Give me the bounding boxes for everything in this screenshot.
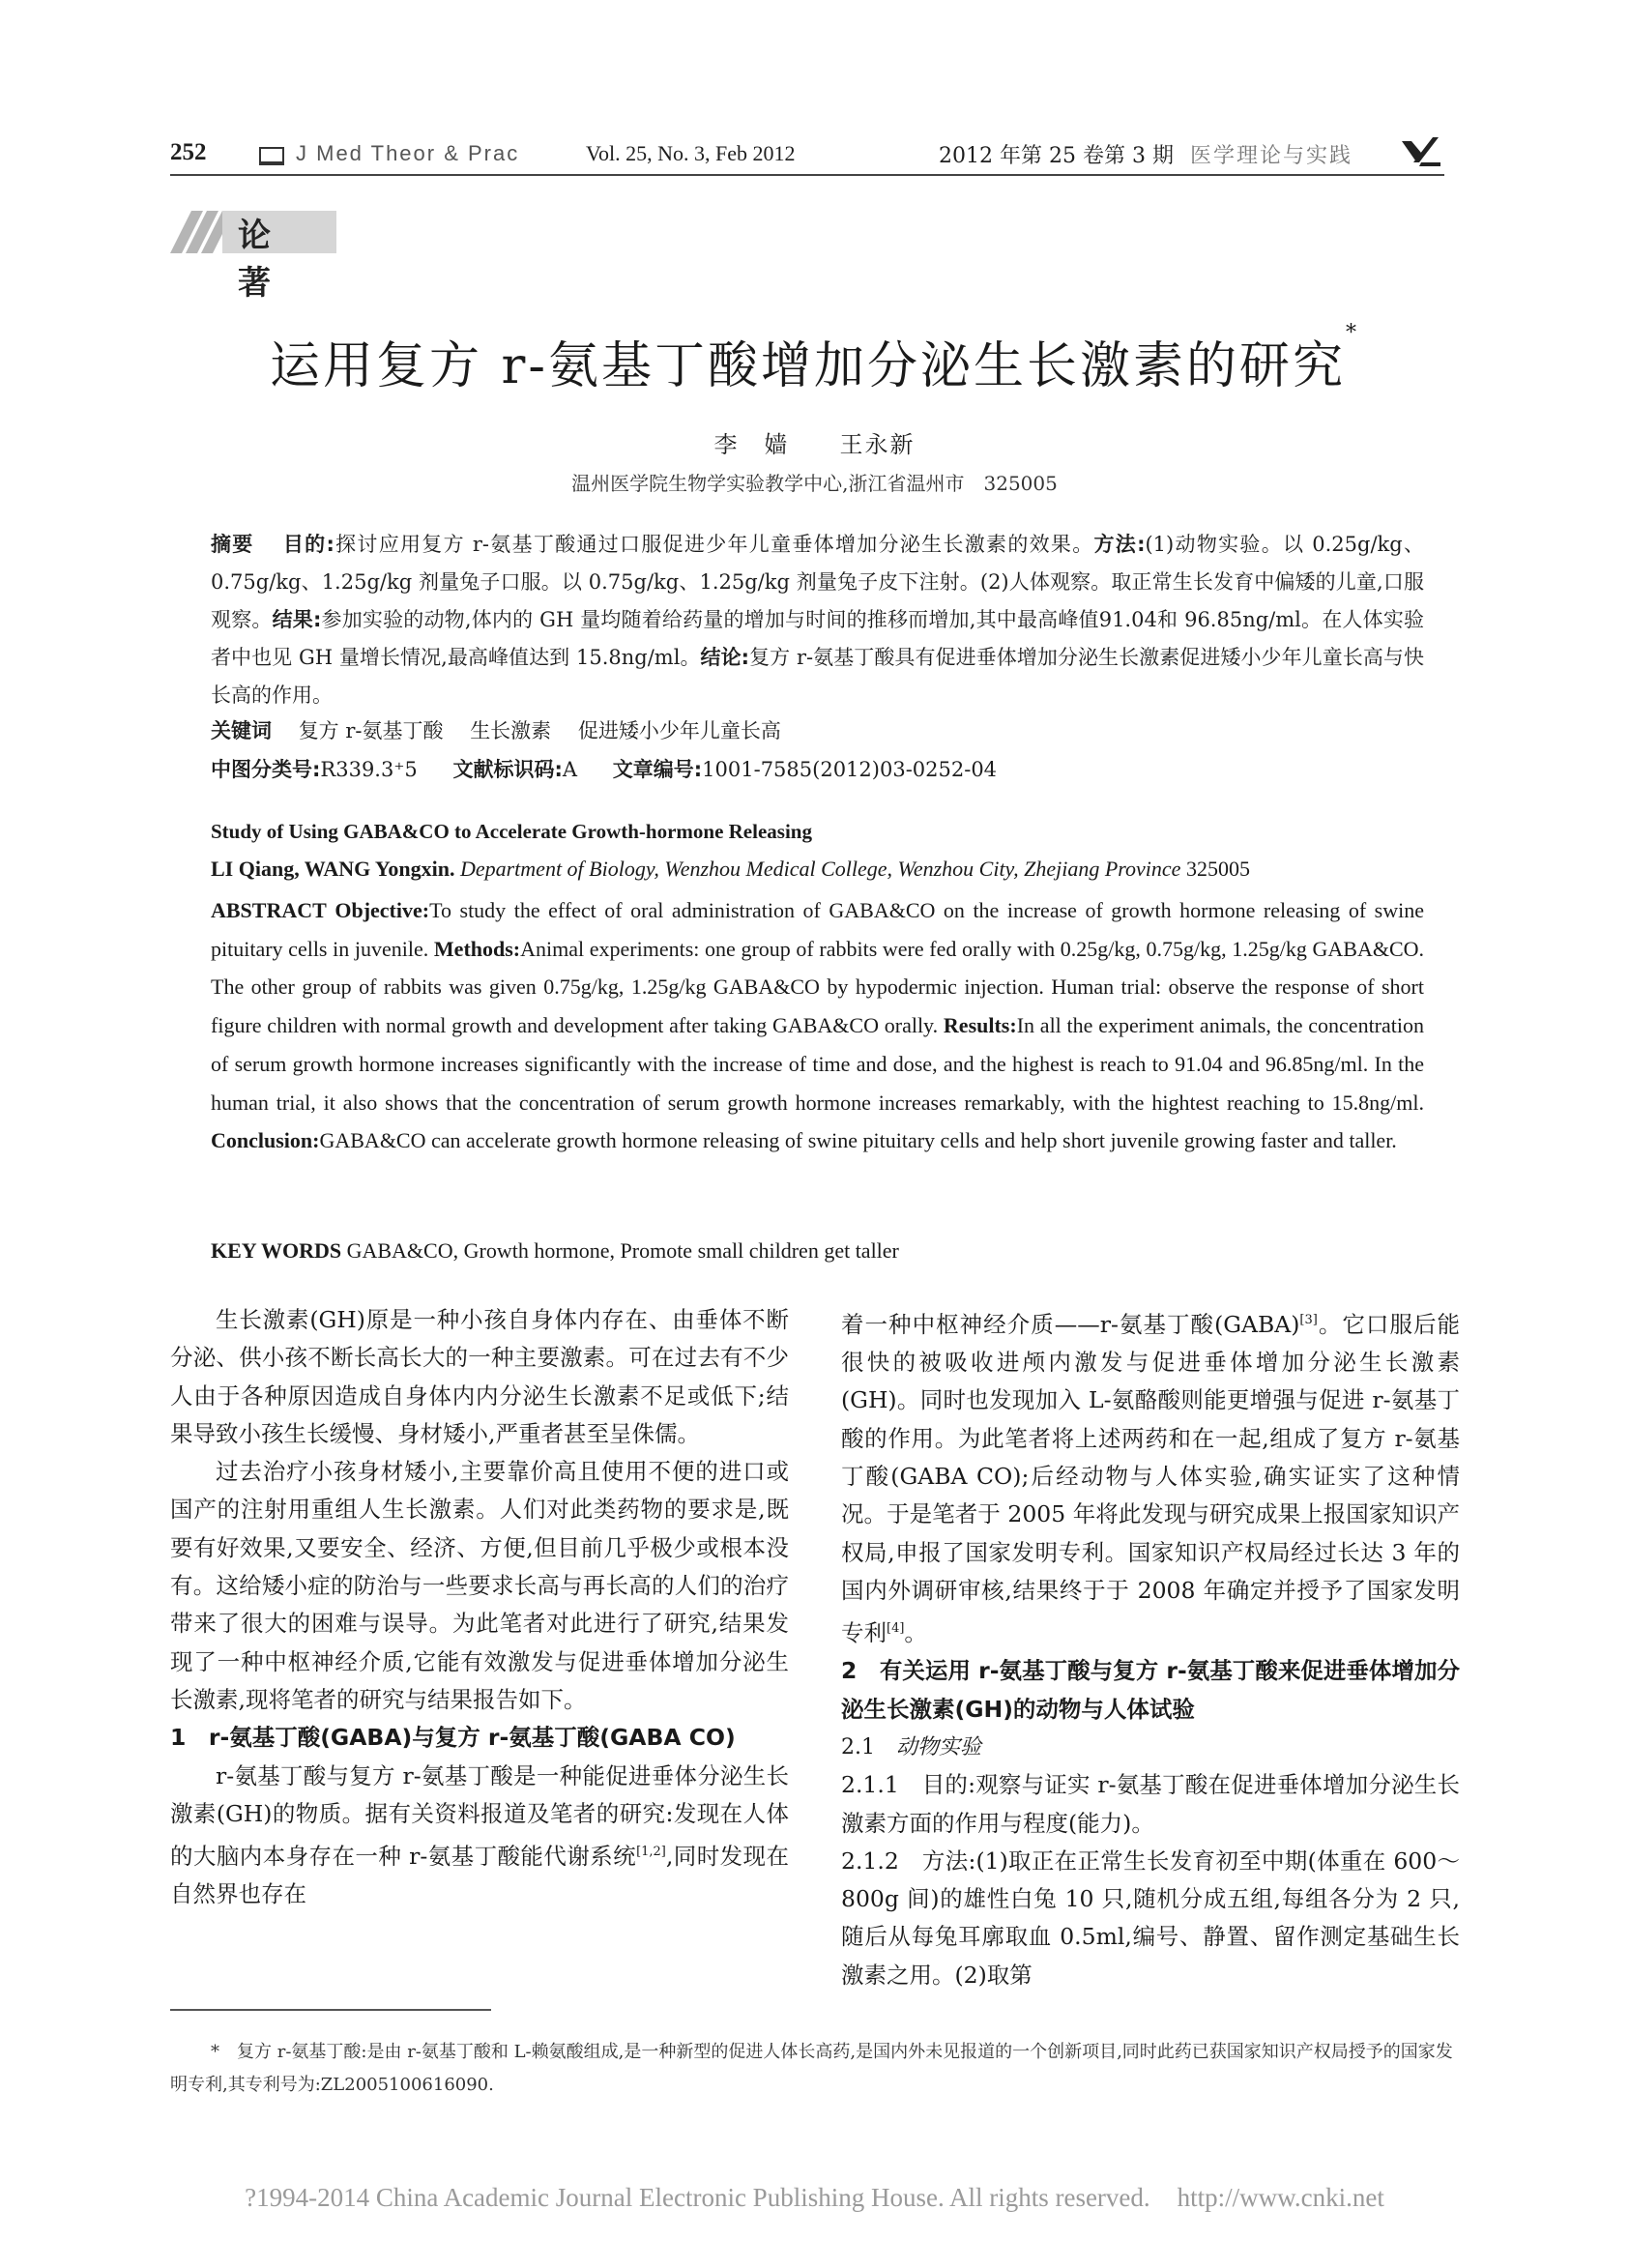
- volume-info: Vol. 25, No. 3, Feb 2012: [586, 141, 796, 165]
- en-objective-label: Objective:: [335, 898, 430, 922]
- author-list: [0, 425, 1629, 459]
- english-postcode: 325005: [1185, 857, 1250, 881]
- body-column-left: [170, 1301, 789, 1914]
- conclusion-label: 结论:: [700, 646, 750, 669]
- abstract-en: [211, 891, 1424, 1160]
- section-label: 论 著: [238, 217, 286, 303]
- body-paragraph: 过去治疗小孩身材矮小,主要靠价高且使用不便的进口或国产的注射用重组人生长激素。人们对此类药物的要求是,既要有好效果,又要安全、经济、方便,但目前几乎极少或根本没有。这给矮小症的防治与一些要求长高与再长高的人们的治疗带来了很大的困难与误导。为此笔者对此进行了研究,结果发现了一种中枢神经介质,它能有效激发与促进垂体增加分泌生长激素,现将笔者的研究与结果报告如下。: [170, 1458, 789, 1713]
- paragraph-text: r-氨基丁酸与复方 r-氨基丁酸是一种能促进垂体分泌生长激素(GH)的物质。据有关资料报道及笔者的研究:发现在人体的大脑内本身存在一种 r-氨基丁酸能代谢系统: [170, 1761, 789, 1870]
- section-tag: [170, 207, 333, 303]
- results-text: 参加实验的动物,体内的 GH 量均随着给药量的增加与时间的推移而增加,其中最高峰值91.04和 96.85ng/ml。在人体实验者中也见 GH 量增长情况,最高峰值达到 15.8ng/ml。: [211, 608, 1425, 669]
- title-text: 运用复方 r-氨基丁酸增加分泌生长激素的研究: [270, 337, 1346, 395]
- paragraph-text: 。: [904, 1619, 927, 1647]
- footnote: [170, 2036, 1456, 2102]
- cnki-link[interactable]: http://www.cnki.net: [1177, 2183, 1384, 2212]
- methods-text: (1)动物实验。以 0.25g/kg、0.75g/kg、1.25g/kg 剂量兔子口服。以 0.75g/kg、1.25g/kg 剂量兔子皮下注射。(2)人体观察。取正常生长发育中偏矮的儿童,口服观察。: [211, 533, 1424, 631]
- en-results-label: Results:: [943, 1013, 1017, 1038]
- affiliation: 温州医学院生物学实验教学中心,浙江省温州市 325005: [571, 472, 1058, 495]
- english-authors: [211, 857, 1250, 882]
- english-author-names: LI Qiang, WANG Yongxin.: [211, 857, 455, 881]
- journal-name-en: J Med Theor & Prac: [296, 141, 520, 165]
- keyword-item: 生长激素: [470, 719, 552, 742]
- footnote-rule: [170, 2009, 491, 2011]
- keywords-en: [211, 1238, 899, 1264]
- english-affiliation: Department of Biology, Wenzhou Medical College, Wenzhou City, Zhejiang Province: [459, 857, 1181, 881]
- abstract-en-label: ABSTRACT: [211, 898, 327, 922]
- citation-ref: [3]: [1299, 1313, 1318, 1327]
- body-paragraph: [841, 1301, 1460, 1652]
- abstract-cn-label: 摘要: [211, 533, 254, 556]
- en-results-text: In all the experiment animals, the concentration of serum growth hormone increases significantly with the increase of time and dose, and the highest is reach to 91.04 and 96.85ng/ml. In the human trial, it also shows that the concentration of serum growth hormone increases remarkably, with the hightest reaching to 15.8ng/ml.: [211, 1013, 1424, 1115]
- en-conclusion-text: GABA&CO can accelerate growth hormone releasing of swine pituitary cells and help short juvenile growing faster and taller.: [319, 1128, 1397, 1153]
- title-footnote-mark: *: [1345, 321, 1359, 345]
- abstract-cn: [211, 526, 1424, 714]
- body-paragraph: [170, 1758, 789, 1914]
- en-objective-text: To study the effect of oral administration of GABA&CO on the increase of growth hormone releasing of swine pituitary cells in juvenile.: [211, 898, 1425, 961]
- en-conclusion-label: Conclusion:: [211, 1128, 320, 1153]
- copyright-line: [0, 2183, 1629, 2213]
- classification-line: [211, 754, 997, 783]
- paragraph-text: 。它口服后能很快的被吸收进颅内激发与促进垂体增加分泌生长激素(GH)。同时也发现加入 L-氨酪酸则能更增强与促进 r-氨基丁酸的作用。为此笔者将上述两药和在一起,组成了复方 r-氨基丁酸(GABA CO);后经动物与人体实验,确实证实了这种情况。于是笔者于 2005 年将此发现与研究成果上报国家知识产权局,申报了国家发明专利。国家知识产权局经过长达 3 年的国内外调研审核,结果终于于 2008 年确定并授予了国家发明专利: [841, 1310, 1461, 1647]
- author-name: 王永新: [839, 431, 916, 458]
- running-header: [170, 133, 1444, 172]
- article-no-label: 文章编号:: [612, 758, 703, 781]
- footnote-text: 复方 r-氨基丁酸:是由 r-氨基丁酸和 L-赖氨酸组成,是一种新型的促进人体长高药,是国内外未见报道的一个创新项目,同时此药已获国家知识产权局授予的国家发明专利,其专利号为:ZL2005100616090.: [170, 2042, 1453, 2095]
- subsection-number: 2.1: [841, 1734, 875, 1759]
- clc-code: R339.3⁺5: [320, 758, 418, 781]
- header-box-icon: [259, 147, 284, 165]
- section-heading-2: 2 有关运用 r-氨基丁酸与复方 r-氨基丁酸来促进垂体增加分泌生长激素(GH)的动物与人体试验: [841, 1657, 1460, 1723]
- paragraph-text: ,同时发现在自然界也存在: [170, 1842, 789, 1908]
- methods-label: 方法:: [1093, 533, 1146, 556]
- copyright-text: ?1994-2014 China Academic Journal Electronic Publishing House. All rights reserved.: [245, 2183, 1150, 2212]
- journal-name-cn: 医学理论与实践: [1190, 144, 1353, 168]
- doc-code-label: 文献标识码:: [452, 758, 563, 781]
- keywords-en-text: GABA&CO, Growth hormone, Promote small children get taller: [346, 1238, 899, 1263]
- article-no: 1001-7585(2012)03-0252-04: [702, 758, 998, 781]
- page-number: 252: [170, 139, 207, 165]
- english-title: Study of Using GABA&CO to Accelerate Growth-hormone Releasing: [211, 820, 812, 843]
- en-methods-label: Methods:: [433, 936, 521, 961]
- header-rule: [170, 174, 1444, 176]
- body-paragraph: 生长激素(GH)原是一种小孩自身体内存在、由垂体不断分泌、供小孩不断长高长大的一种主要激素。可在过去有不少人由于各种原因造成自身体内内分泌生长激素不足或低下;结果导致小孩生长缓慢、身材矮小,严重者甚至呈侏儒。: [170, 1306, 789, 1447]
- doc-code: A: [562, 758, 578, 781]
- clc-label: 中图分类号:: [211, 758, 321, 781]
- author-name: 李 嫱: [713, 431, 790, 458]
- citation-ref: [1,2]: [636, 1845, 666, 1860]
- objective-label: 目的:: [282, 533, 335, 556]
- body-paragraph: 2.1.1 目的:观察与证实 r-氨基丁酸在促进垂体增加分泌生长激素方面的作用与程度(能力)。: [841, 1771, 1460, 1837]
- en-methods-text: Animal experiments: one group of rabbits were fed orally with 0.25g/kg, 0.75g/kg, 1.25g/kg GABA&CO. The other group of rabbits was given 0.75g/kg, 1.25g/kg GABA&CO by hypodermic injection. Human trial: observe the response of short figure children with normal growth and development after taking GABA&CO orally.: [211, 936, 1425, 1038]
- issue-cn: 2012 年第 25 卷第 3 期: [939, 144, 1174, 168]
- journal-logo-icon: [1400, 133, 1442, 168]
- objective-text: 探讨应用复方 r-氨基丁酸通过口服促进少年儿童垂体增加分泌生长激素的效果。: [334, 533, 1094, 556]
- subsection-heading-2-1: [841, 1729, 1460, 1766]
- keyword-item: 复方 r-氨基丁酸: [298, 719, 444, 742]
- footnote-mark: *: [211, 2042, 219, 2062]
- results-label: 结果:: [272, 608, 322, 631]
- conclusion-text: 复方 r-氨基丁酸具有促进垂体增加分泌生长激素促进矮小少年儿童长高与快长高的作用。: [211, 646, 1424, 707]
- body-column-right: [841, 1301, 1460, 1994]
- keywords-en-label: KEY WORDS: [211, 1238, 342, 1263]
- section-heading-1: 1 r-氨基丁酸(GABA)与复方 r-氨基丁酸(GABA CO): [170, 1724, 736, 1752]
- paragraph-text: 着一种中枢神经介质——r-氨基丁酸(GABA): [841, 1310, 1300, 1338]
- paper-title: [0, 321, 1629, 397]
- subsection-title: 动物实验: [896, 1734, 982, 1759]
- keyword-item: 促进矮小少年儿童长高: [577, 719, 781, 742]
- citation-ref: [4]: [887, 1621, 905, 1637]
- keywords-cn-label: 关键词: [211, 719, 272, 742]
- body-paragraph: 2.1.2 方法:(1)取正在正常生长发育初至中期(体重在 600～800g 间)的雄性白兔 10 只,随机分成五组,每组各分为 2 只,随后从每兔耳廓取血 0.5ml,编号、静置、留作测定基础生长激素之用。(2)取第: [841, 1846, 1460, 1989]
- keywords-cn: [211, 715, 781, 744]
